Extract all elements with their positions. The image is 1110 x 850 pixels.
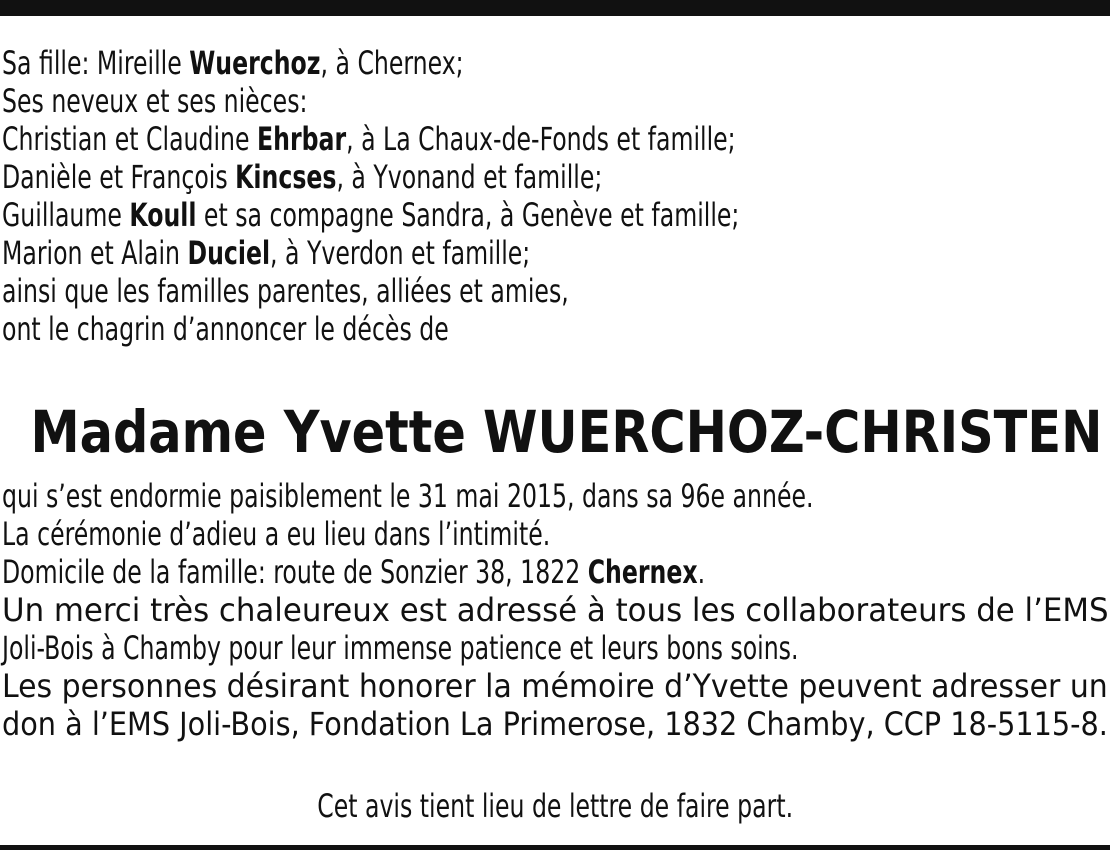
family-line-kincses xyxy=(2,158,909,196)
text: , à La Chaux-de-Fonds et famille; xyxy=(346,120,736,158)
family-line-daughter xyxy=(2,44,909,82)
body-line-domicile xyxy=(2,553,909,591)
body-line-thanks-1: Un merci très chaleureux est adressé à tous les collaborateurs de l’EMS xyxy=(2,591,1109,629)
surname: Koull xyxy=(129,196,197,234)
place-name: Chernex xyxy=(587,553,698,591)
text: Marion et Alain xyxy=(2,234,188,272)
text: Guillaume xyxy=(2,196,130,234)
body-line-death-date: qui s’est endormie paisiblement le 31 mai 2015, dans sa 96e année. xyxy=(2,477,814,515)
family-line-nephews-heading: Ses neveux et ses nièces: xyxy=(2,82,308,120)
surname: Wuerchoz xyxy=(189,44,321,82)
body-line-ceremony: La cérémonie d’adieu a eu lieu dans l’intimité. xyxy=(2,515,551,553)
bottom-border-rule xyxy=(0,845,1110,850)
text: et sa compagne Sandra, à Genève et famille; xyxy=(196,196,740,234)
footer-text: Cet avis tient lieu de lettre de faire part. xyxy=(317,787,793,825)
surname: Duciel xyxy=(187,234,271,272)
family-line-announcement: ont le chagrin d’annoncer le décès de xyxy=(2,310,449,348)
notice-body xyxy=(2,477,1108,743)
body-line-donation-2: don à l’EMS Joli-Bois, Fondation La Primerose, 1832 Chamby, CCP 18-5115-8. xyxy=(2,705,1108,743)
text: , à Yverdon et famille; xyxy=(270,234,531,272)
text: Danièle et François xyxy=(2,158,236,196)
surname: Kincses xyxy=(235,158,337,196)
top-border-rule xyxy=(0,0,1110,16)
notice-footer xyxy=(0,786,1110,826)
family-line-koull xyxy=(2,196,909,234)
family-line-duciel xyxy=(2,234,909,272)
text: Sa fille: Mireille xyxy=(2,44,190,82)
deceased-name-heading xyxy=(0,392,1110,472)
text: Christian et Claudine xyxy=(2,120,258,158)
text: . xyxy=(697,553,706,591)
family-line-ehrbar xyxy=(2,120,909,158)
family-line-relatives: ainsi que les familles parentes, alliées et amies, xyxy=(2,272,569,310)
text: , à Yvonand et famille; xyxy=(336,158,603,196)
body-line-donation-1: Les personnes désirant honorer la mémoire d’Yvette peuvent adresser un xyxy=(2,667,1108,705)
text: Domicile de la famille: route de Sonzier 38, 1822 xyxy=(2,553,588,591)
surname: Ehrbar xyxy=(257,120,347,158)
body-line-thanks-2: Joli-Bois à Chamby pour leur immense patience et leurs bons soins. xyxy=(2,629,799,667)
text: , à Chernex; xyxy=(320,44,464,82)
deceased-name: Madame Yvette WUERCHOZ-CHRISTEN xyxy=(30,398,1103,466)
family-list xyxy=(2,44,1108,348)
